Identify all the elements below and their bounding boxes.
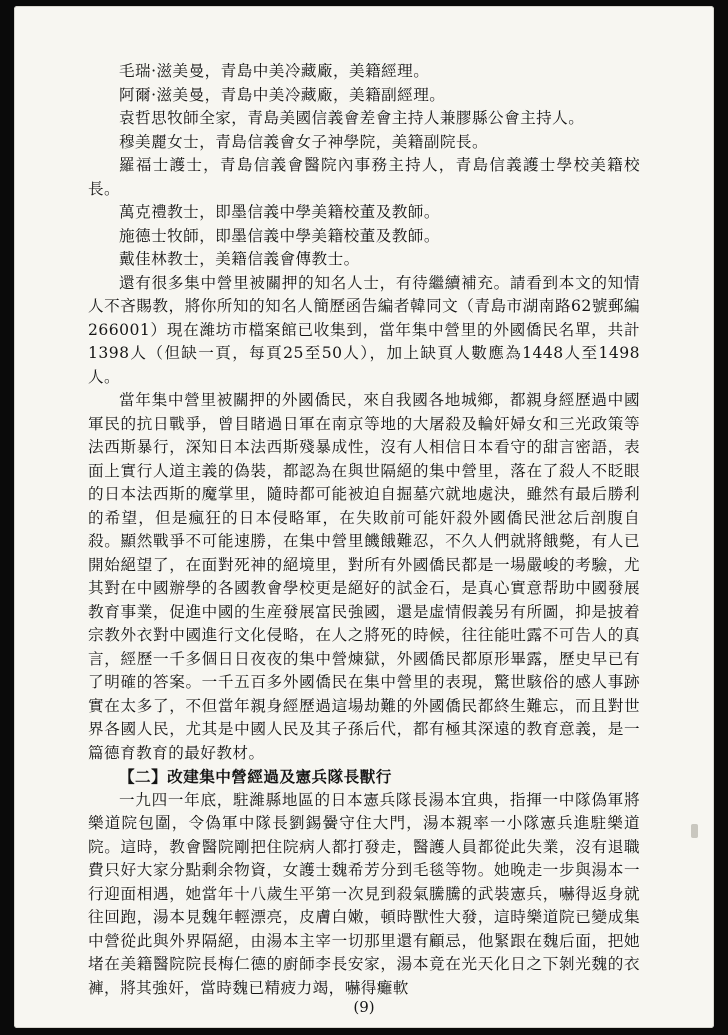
paragraph: 當年集中營里被關押的外國僑民，來自我國各地城鄉，都親身經歷過中國軍民的抗日戰爭，曾目睹過日軍在南京等地的大屠殺及輪奸婦女和三光政策等法西斯暴行，深知日本法西斯殘暴成性，沒有人相信日本看守的甜言密語，表面上實行人道主義的偽裝，都認為在與世隔絕的集中營里，落在了殺人不眨眼的日本法西斯的魔掌里，隨時都可能被迫自掘墓穴就地處決，雖然有最后勝利的希望，但是瘋狂的日本侵略軍，在失敗前可能奸殺外國僑民泄忿后剖腹自殺。顯然戰爭不可能速勝，在集中營里饑餓難忍，不久人們就將餓斃，有人已開始絕望了，在面對死神的絕境里，對所有外國僑民都是一場嚴峻的考驗，尤其對在中國辦學的各國教會學校更是絕好的試金石，是真心實意帮助中國發展教育事業，促進中國的生産發展富民強國，還是虛情假義另有所圖，抑是披着宗教外衣對中國進行文化侵略，在人之將死的時候，往往能吐露不可告人的真言，經歷一千多個日日夜夜的集中營煉獄，外國僑民都原形畢露，歷史早已有了明確的答案。一千五百多外國僑民在集中營里的表現，驚世駭俗的感人事跡實在太多了，不但當年親身經歷過這場劫難的外國僑民都終生難忘，而且對世界各國人民，尤其是中國人民及其子孫后代，都有極其深遠的教育意義，是一篇德育教育的最好教材。 xyxy=(88,391,640,762)
paragraph: 阿爾·滋美曼，青島中美冷藏廠，美籍副經理。 xyxy=(119,85,446,104)
paragraph: 戴佳林教士，美籍信義會傳教士。 xyxy=(119,250,360,268)
paragraph: 袁哲思牧師全家，青島美國信義會差會主持人兼膠縣公會主持人。 xyxy=(119,109,585,127)
paragraph: 萬克禮教士，即墨信義中學美籍校董及教師。 xyxy=(119,203,440,221)
body-text xyxy=(88,60,640,1000)
section-heading: 【二】改建集中營經過及憲兵隊長獸行 xyxy=(119,767,392,786)
page-number: (9) xyxy=(353,998,375,1016)
page-edge-mark xyxy=(691,824,698,838)
paragraph: 施德士牧師，即墨信義中學美籍校董及教師。 xyxy=(119,226,440,245)
paragraph: 毛瑞·滋美曼，青島中美冷藏廠，美籍經理。 xyxy=(119,62,430,80)
paragraph: 羅福士護士，青島信義會醫院內事務主持人，青島信義護士學校美籍校長。 xyxy=(88,156,640,198)
paragraph: 穆美麗女士，青島信義會女子神學院，美籍副院長。 xyxy=(119,132,489,151)
paragraph: 還有很多集中營里被關押的知名人士，有待繼續補充。請看到本文的知情人不吝賜教，將你所知的知名人簡歷函告編者韓同文（青島市湖南路62號郵編266001）現在濰坊市檔案館已收集到，當年集中營里的外國僑民名單，共計1398人（但缺一頁，每頁25至50人），加上缺頁人數應為1448人至1498人。 xyxy=(88,273,640,386)
paragraph: 一九四一年底，駐濰縣地區的日本憲兵隊長湯本宜典，指揮一中隊偽軍將樂道院包圍，令偽軍中隊長劉錫黌守住大門，湯本親率一小隊憲兵進駐樂道院。這時，教會醫院剛把住院病人都打發走，醫護人員都從此失業，沒有退職費只好大家分點剩余物資，女護士魏希芳分到毛毯等物。她晚走一步與湯本一行迎面相遇，她當年十八歲生平第一次見到殺氣騰騰的武裝憲兵，嚇得返身就往回跑，湯本見魏年輕漂亮，皮膚白嫩，頓時獸性大發，這時樂道院已變成集中營從此與外界隔絕，由湯本主宰一切那里還有顧忌，他緊跟在魏后面，把她堵在美籍醫院院長梅仁德的廚師李長安家，湯本竟在光天化日之下剝光魏的衣褲，將其強奸，當時魏已精疲力竭，嚇得癱軟 xyxy=(88,790,640,997)
